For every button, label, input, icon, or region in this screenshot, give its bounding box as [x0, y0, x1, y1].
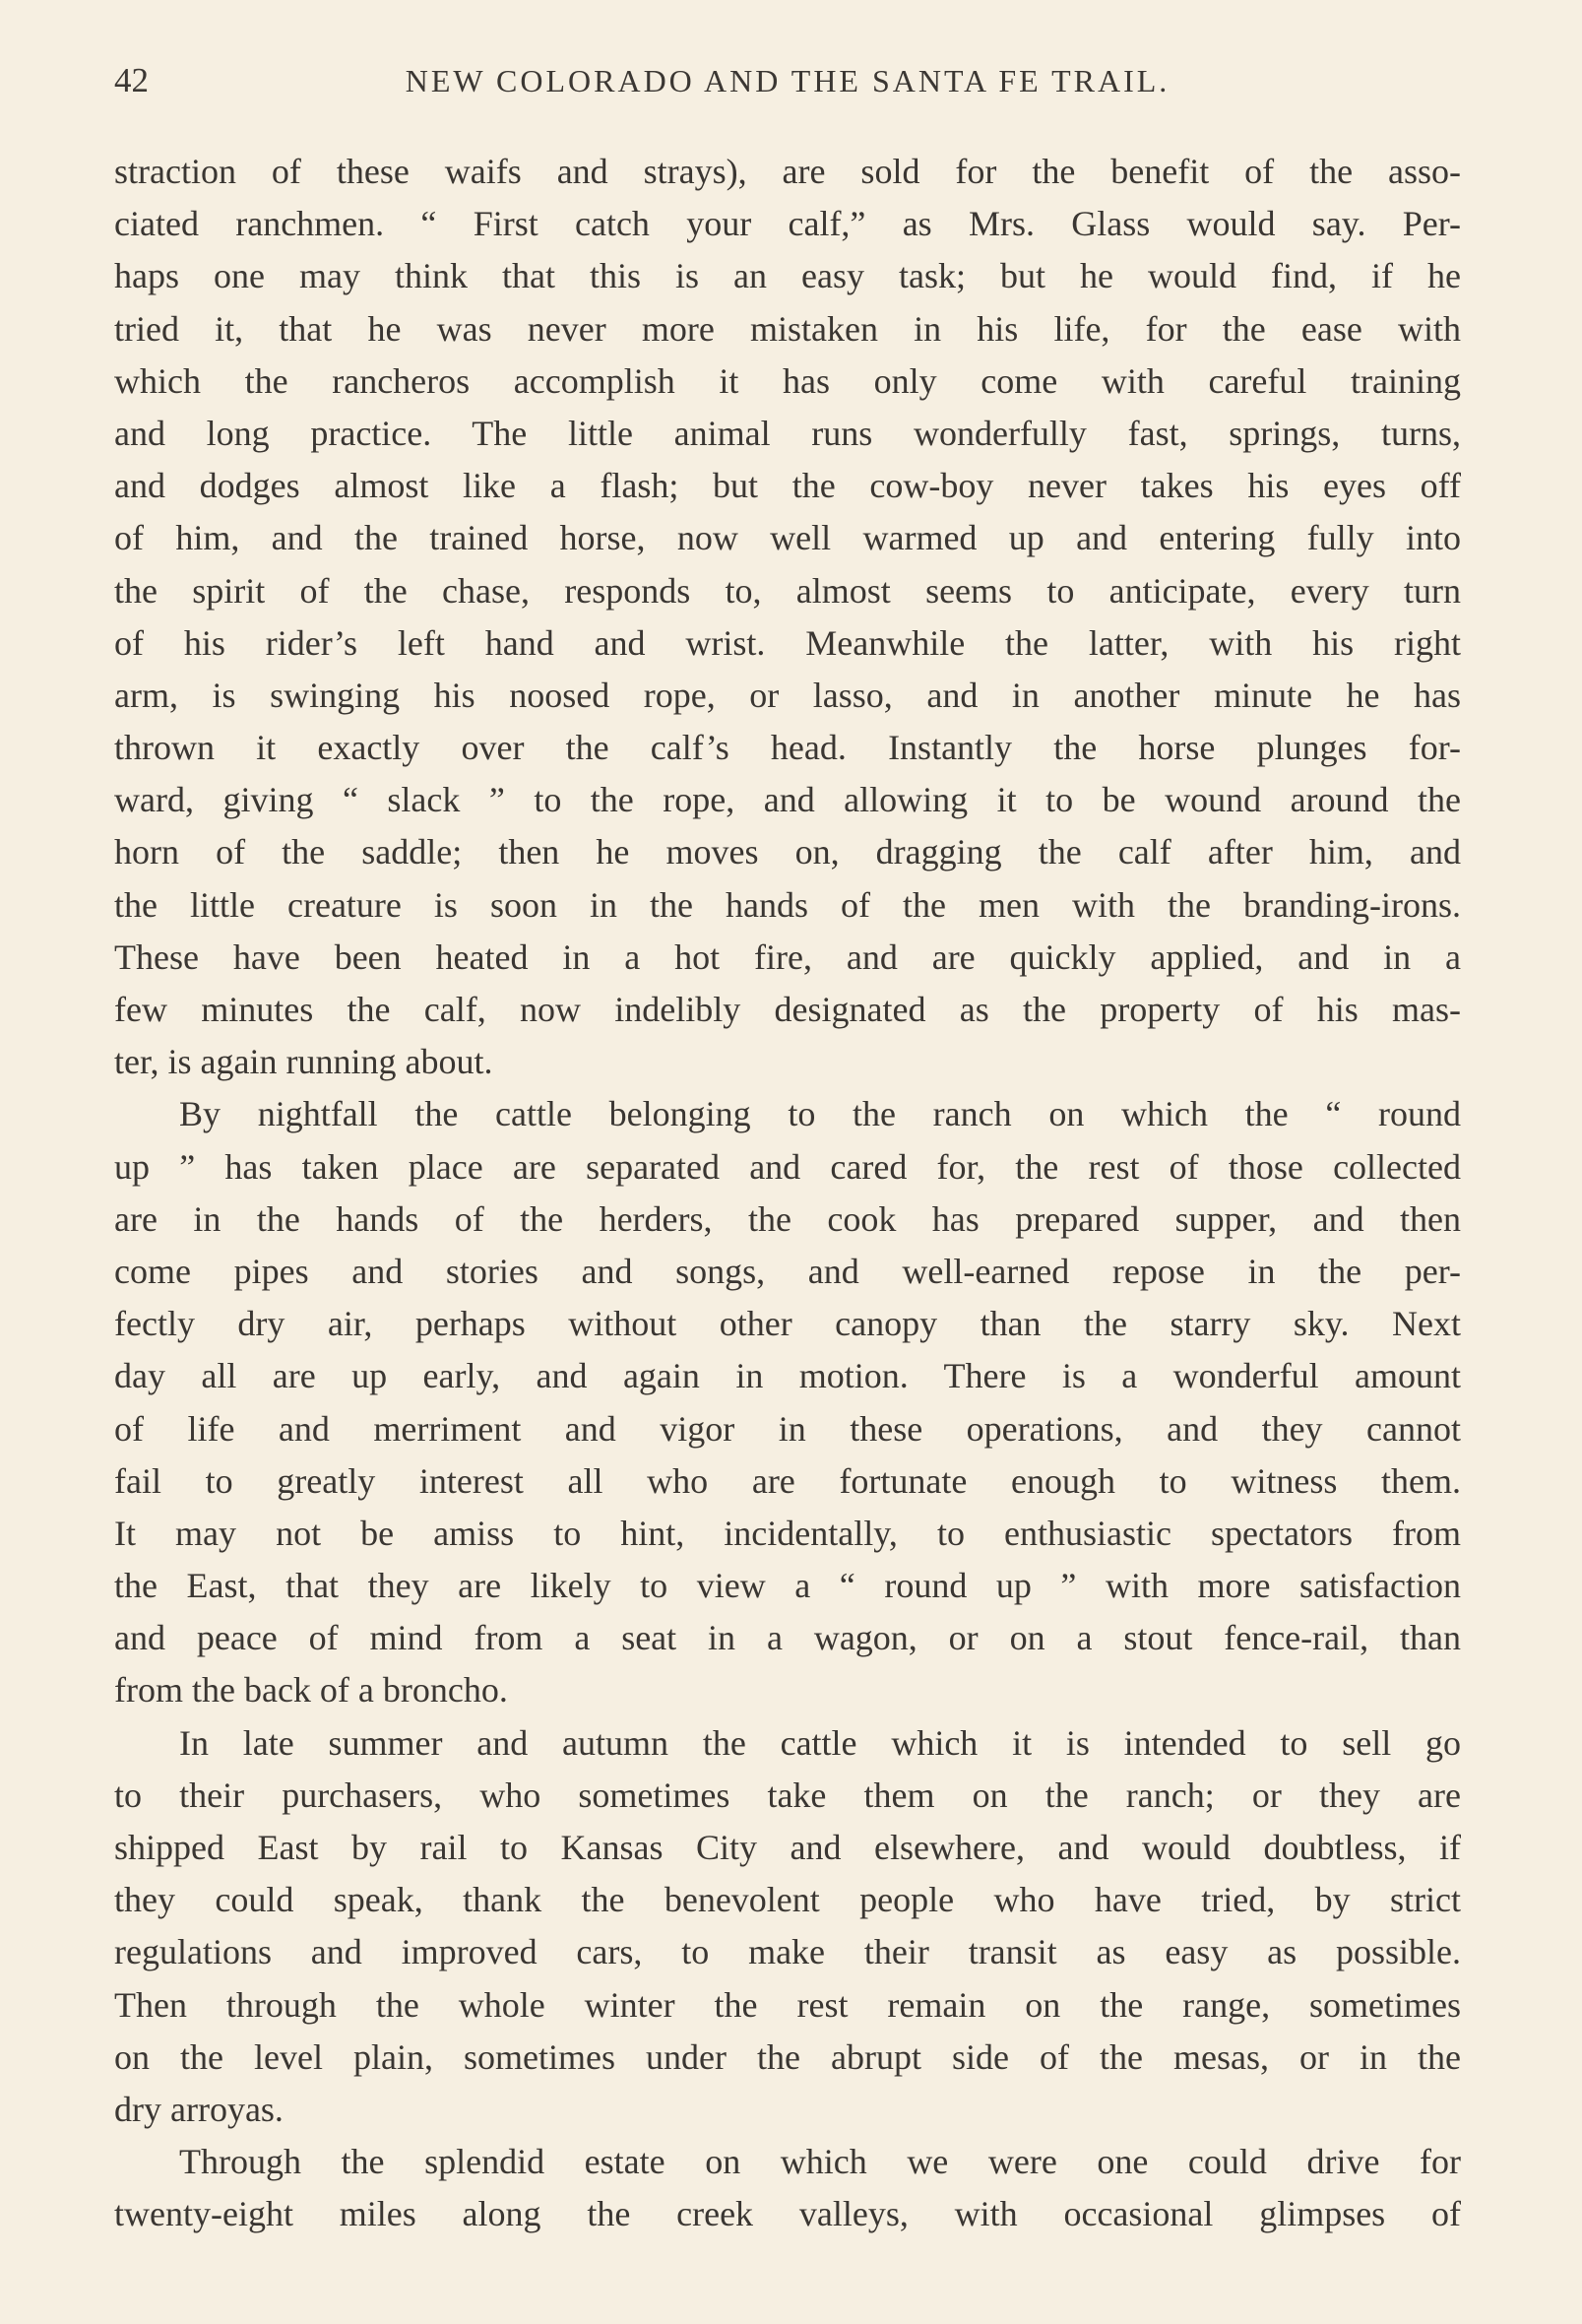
text-line: thrown it exactly over the calf’s head. Instantly the horse plunges for-: [114, 728, 1461, 768]
text-line: up ” has taken place are separated and cared for, the rest of those collected: [114, 1146, 1461, 1187]
text-line: fail to greatly interest all who are fortunate enough to witness them.: [114, 1460, 1461, 1501]
paragraph-first-line: Through the splendid estate on which we were one could drive for: [179, 2142, 1461, 2182]
text-line: twenty-eight miles along the creek valleys, with occasional glimpses of: [114, 2194, 1461, 2234]
text-line: of his rider’s left hand and wrist. Meanwhile the latter, with his right: [114, 622, 1461, 663]
text-line: on the level plain, sometimes under the abrupt side of the mesas, or in the: [114, 2036, 1461, 2077]
text-line: straction of these waifs and strays), are sold for the benefit of the asso-: [114, 152, 1461, 191]
text-line: These have been heated in a hot fire, and are quickly applied, and in a: [114, 936, 1461, 977]
text-line: the East, that they are likely to view a “ round up ” with more satisfaction: [114, 1566, 1461, 1606]
body-text: [114, 146, 1461, 2241]
text-line: and dodges almost like a flash; but the cow-boy never takes his eyes off: [114, 466, 1461, 506]
text-line: come pipes and stories and songs, and well-earned repose in the per-: [114, 1251, 1461, 1291]
text-line: arm, is swinging his noosed rope, or lasso, and in another minute he has: [114, 675, 1461, 715]
text-line: regulations and improved cars, to make their transit as easy as possible.: [114, 1932, 1461, 1972]
text-line: shipped East by rail to Kansas City and elsewhere, and would doubtless, if: [114, 1828, 1461, 1867]
text-line: of him, and the trained horse, now well warmed up and entering fully into: [114, 518, 1461, 558]
paragraph-first-line: In late summer and autumn the cattle which it is intended to sell go: [179, 1722, 1461, 1763]
text-line: are in the hands of the herders, the cook has prepared supper, and then: [114, 1198, 1461, 1239]
text-line: tried it, that he was never more mistaken in his life, for the ease with: [114, 308, 1461, 349]
text-line: they could speak, thank the benevolent people who have tried, by strict: [114, 1880, 1461, 1920]
text-line: the spirit of the chase, responds to, almost seems to anticipate, every turn: [114, 570, 1461, 611]
text-line: fectly dry air, perhaps without other canopy than the starry sky. Next: [114, 1304, 1461, 1344]
running-head: [114, 55, 1461, 112]
text-line: day all are up early, and again in motion. There is a wonderful amount: [114, 1356, 1461, 1396]
text-line: Then through the whole winter the rest remain on the range, sometimes: [114, 1984, 1461, 2025]
paragraph-last-line: from the back of a broncho.: [114, 1670, 508, 1711]
text-line: of life and merriment and vigor in these operations, and they cannot: [114, 1408, 1461, 1449]
page-number: 42: [114, 61, 149, 99]
text-line: the little creature is soon in the hands of the men with the branding-irons.: [114, 884, 1461, 925]
running-title: NEW COLORADO AND THE SANTA FE TRAIL.: [405, 63, 1171, 98]
text-line: haps one may think that this is an easy task; but he would find, if he: [114, 256, 1461, 296]
text-line: few minutes the calf, now indelibly designated as the property of his mas-: [114, 990, 1461, 1029]
paragraph-last-line: ter, is again running about.: [114, 1042, 493, 1082]
text-line: which the rancheros accomplish it has only come with careful training: [114, 360, 1461, 401]
paragraph-last-line: dry arroyas.: [114, 2089, 284, 2129]
text-line: and long practice. The little animal runs wonderfully fast, springs, turns,: [114, 413, 1461, 453]
text-line: It may not be amiss to hint, incidentally, to enthusiastic spectators from: [114, 1513, 1461, 1553]
book-page: [114, 55, 1461, 2241]
text-line: to their purchasers, who sometimes take them on the ranch; or they are: [114, 1775, 1461, 1815]
text-line: ciated ranchmen. “ First catch your calf,” as Mrs. Glass would say. Per-: [114, 204, 1461, 244]
text-line: and peace of mind from a seat in a wagon, or on a stout fence-rail, than: [114, 1618, 1461, 1658]
text-line: ward, giving “ slack ” to the rope, and allowing it to be wound around the: [114, 780, 1461, 820]
text-line: horn of the saddle; then he moves on, dragging the calf after him, and: [114, 832, 1461, 872]
paragraph-first-line: By nightfall the cattle belonging to the ranch on which the “ round: [179, 1094, 1461, 1134]
